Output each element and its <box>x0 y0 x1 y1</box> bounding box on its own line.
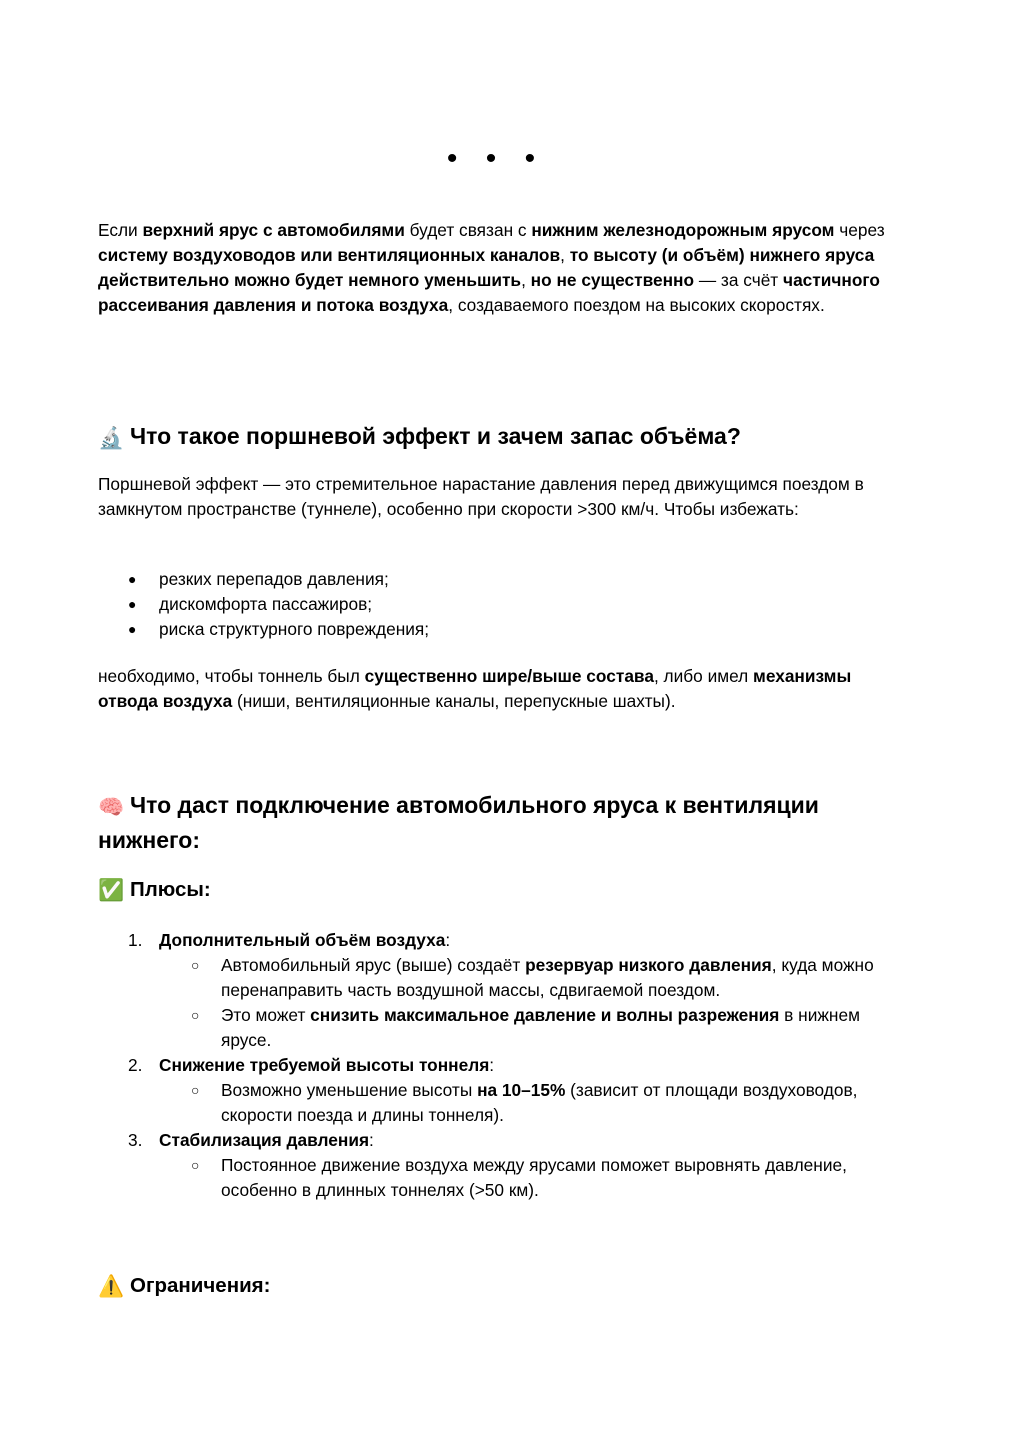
text-run: необходимо, чтобы тоннель был <box>98 666 365 686</box>
text-run: Это может <box>221 1005 311 1025</box>
sub-list <box>159 1153 888 1203</box>
text-run: , <box>560 245 570 265</box>
heading-connection-text: Что даст подключение автомобильного яруса к вентиляции нижнего: <box>98 792 819 853</box>
list-item <box>98 617 429 642</box>
text-run: Автомобильный ярус (выше) создаёт <box>221 955 526 975</box>
list-number: 1. <box>128 930 143 950</box>
text-run: , создаваемого поездом на высоких скоростях. <box>448 295 825 315</box>
text-run: Возможно уменьшение высоты <box>221 1080 478 1100</box>
bold-text: систему воздуховодов или вентиляционных каналов <box>98 245 561 265</box>
list-item <box>98 1053 888 1128</box>
circle-bullet-glyph: ○ <box>191 1007 200 1023</box>
sub-list-item-text <box>221 1080 857 1125</box>
sub-list-item <box>159 1078 888 1128</box>
bold-text: существенно шире/выше состава <box>364 666 654 686</box>
plus-numbered-list <box>98 928 888 1203</box>
bold-text: механизмы отвода воздуха <box>98 666 852 711</box>
sub-list-item-text <box>221 1005 860 1050</box>
section-separator: • • • <box>446 142 546 175</box>
text-run: — за счёт <box>694 270 784 290</box>
check-mark-icon: ✅ <box>98 879 125 902</box>
sub-list-item-text <box>221 1155 847 1200</box>
sub-list <box>159 953 888 1053</box>
bold-text: резервуар низкого давления <box>525 955 772 975</box>
circle-bullet-glyph: ○ <box>191 1082 200 1098</box>
list-item <box>98 567 429 592</box>
sub-list-item <box>159 1003 888 1053</box>
list-item-title: Снижение требуемой высоты тоннеля <box>159 1055 490 1075</box>
text-run: (зависит от площади воздуховодов, скорости поезда и длины тоннеля). <box>221 1080 858 1125</box>
bullet-glyph: ● <box>128 596 137 612</box>
sub-list <box>159 1078 888 1128</box>
piston-bullet-list <box>98 567 429 642</box>
circle-bullet-glyph: ○ <box>191 1157 200 1173</box>
heading-plus <box>98 876 211 905</box>
bold-text: снизить максимальное давление и волны разрежения <box>310 1005 780 1025</box>
warning-icon: ⚠️ <box>98 1275 125 1298</box>
heading-connection <box>98 789 888 857</box>
list-item-suffix: : <box>489 1055 495 1075</box>
intro-paragraph <box>98 218 888 318</box>
heading-limits-text: Ограничения: <box>130 1274 271 1297</box>
list-item <box>98 928 888 1053</box>
microscope-icon: 🔬 <box>98 427 125 450</box>
text-run: Постоянное движение воздуха между ярусами поможет выровнять давление, особенно в длинных тоннелях (>50 км). <box>221 1155 847 1200</box>
bold-text: частичного рассеивания давления и потока воздуха <box>98 270 880 315</box>
piston-conclusion-paragraph <box>98 664 888 714</box>
bold-text: верхний ярус с автомобилями <box>142 220 405 240</box>
text-run: (ниши, вентиляционные каналы, перепускные шахты). <box>232 691 676 711</box>
text-run: , куда можно перенаправить часть воздушной массы, сдвигаемой поездом. <box>221 955 874 1000</box>
text-run: Если <box>98 220 143 240</box>
bold-text: на 10–15% <box>477 1080 566 1100</box>
text-run: будет связан с <box>404 220 532 240</box>
list-item-text: риска структурного повреждения; <box>159 619 430 639</box>
bullet-glyph: ● <box>128 621 137 637</box>
bold-text: то высоту (и объём) нижнего яруса действительно можно будет немного уменьшить <box>98 245 875 290</box>
list-item-title: Дополнительный объём воздуха <box>159 930 446 950</box>
list-item-suffix: : <box>445 930 451 950</box>
text-run: в нижнем ярусе. <box>221 1005 860 1050</box>
list-item-title: Стабилизация давления <box>159 1130 370 1150</box>
heading-piston-text: Что такое поршневой эффект и зачем запас объёма? <box>130 423 741 449</box>
circle-bullet-glyph: ○ <box>191 957 200 973</box>
heading-piston-effect <box>98 420 888 455</box>
sub-list-item-text <box>221 955 874 1000</box>
list-number: 2. <box>128 1055 143 1075</box>
text-run: через <box>834 220 885 240</box>
bullet-glyph: ● <box>128 571 137 587</box>
text-run: , либо имел <box>653 666 754 686</box>
bold-text: но не существенно <box>530 270 695 290</box>
piston-paragraph: Поршневой эффект — это стремительное нарастание давления перед движущимся поездом в замкнутом пространстве (туннеле), особенно при скорости >300 км/ч. Чтобы избежать: <box>98 474 864 519</box>
list-item-suffix: : <box>369 1130 374 1150</box>
heading-limits <box>98 1272 270 1301</box>
brain-icon: 🧠 <box>98 796 125 819</box>
list-item-text: дискомфорта пассажиров; <box>159 594 373 614</box>
list-item-text: резких перепадов давления; <box>159 569 389 589</box>
heading-plus-text: Плюсы: <box>130 878 211 901</box>
text-run: , <box>521 270 531 290</box>
bold-text: нижним железнодорожным ярусом <box>531 220 835 240</box>
sub-list-item <box>159 953 888 1003</box>
list-number: 3. <box>128 1130 143 1150</box>
list-item <box>98 1128 888 1203</box>
sub-list-item <box>159 1153 888 1203</box>
list-item <box>98 592 429 617</box>
